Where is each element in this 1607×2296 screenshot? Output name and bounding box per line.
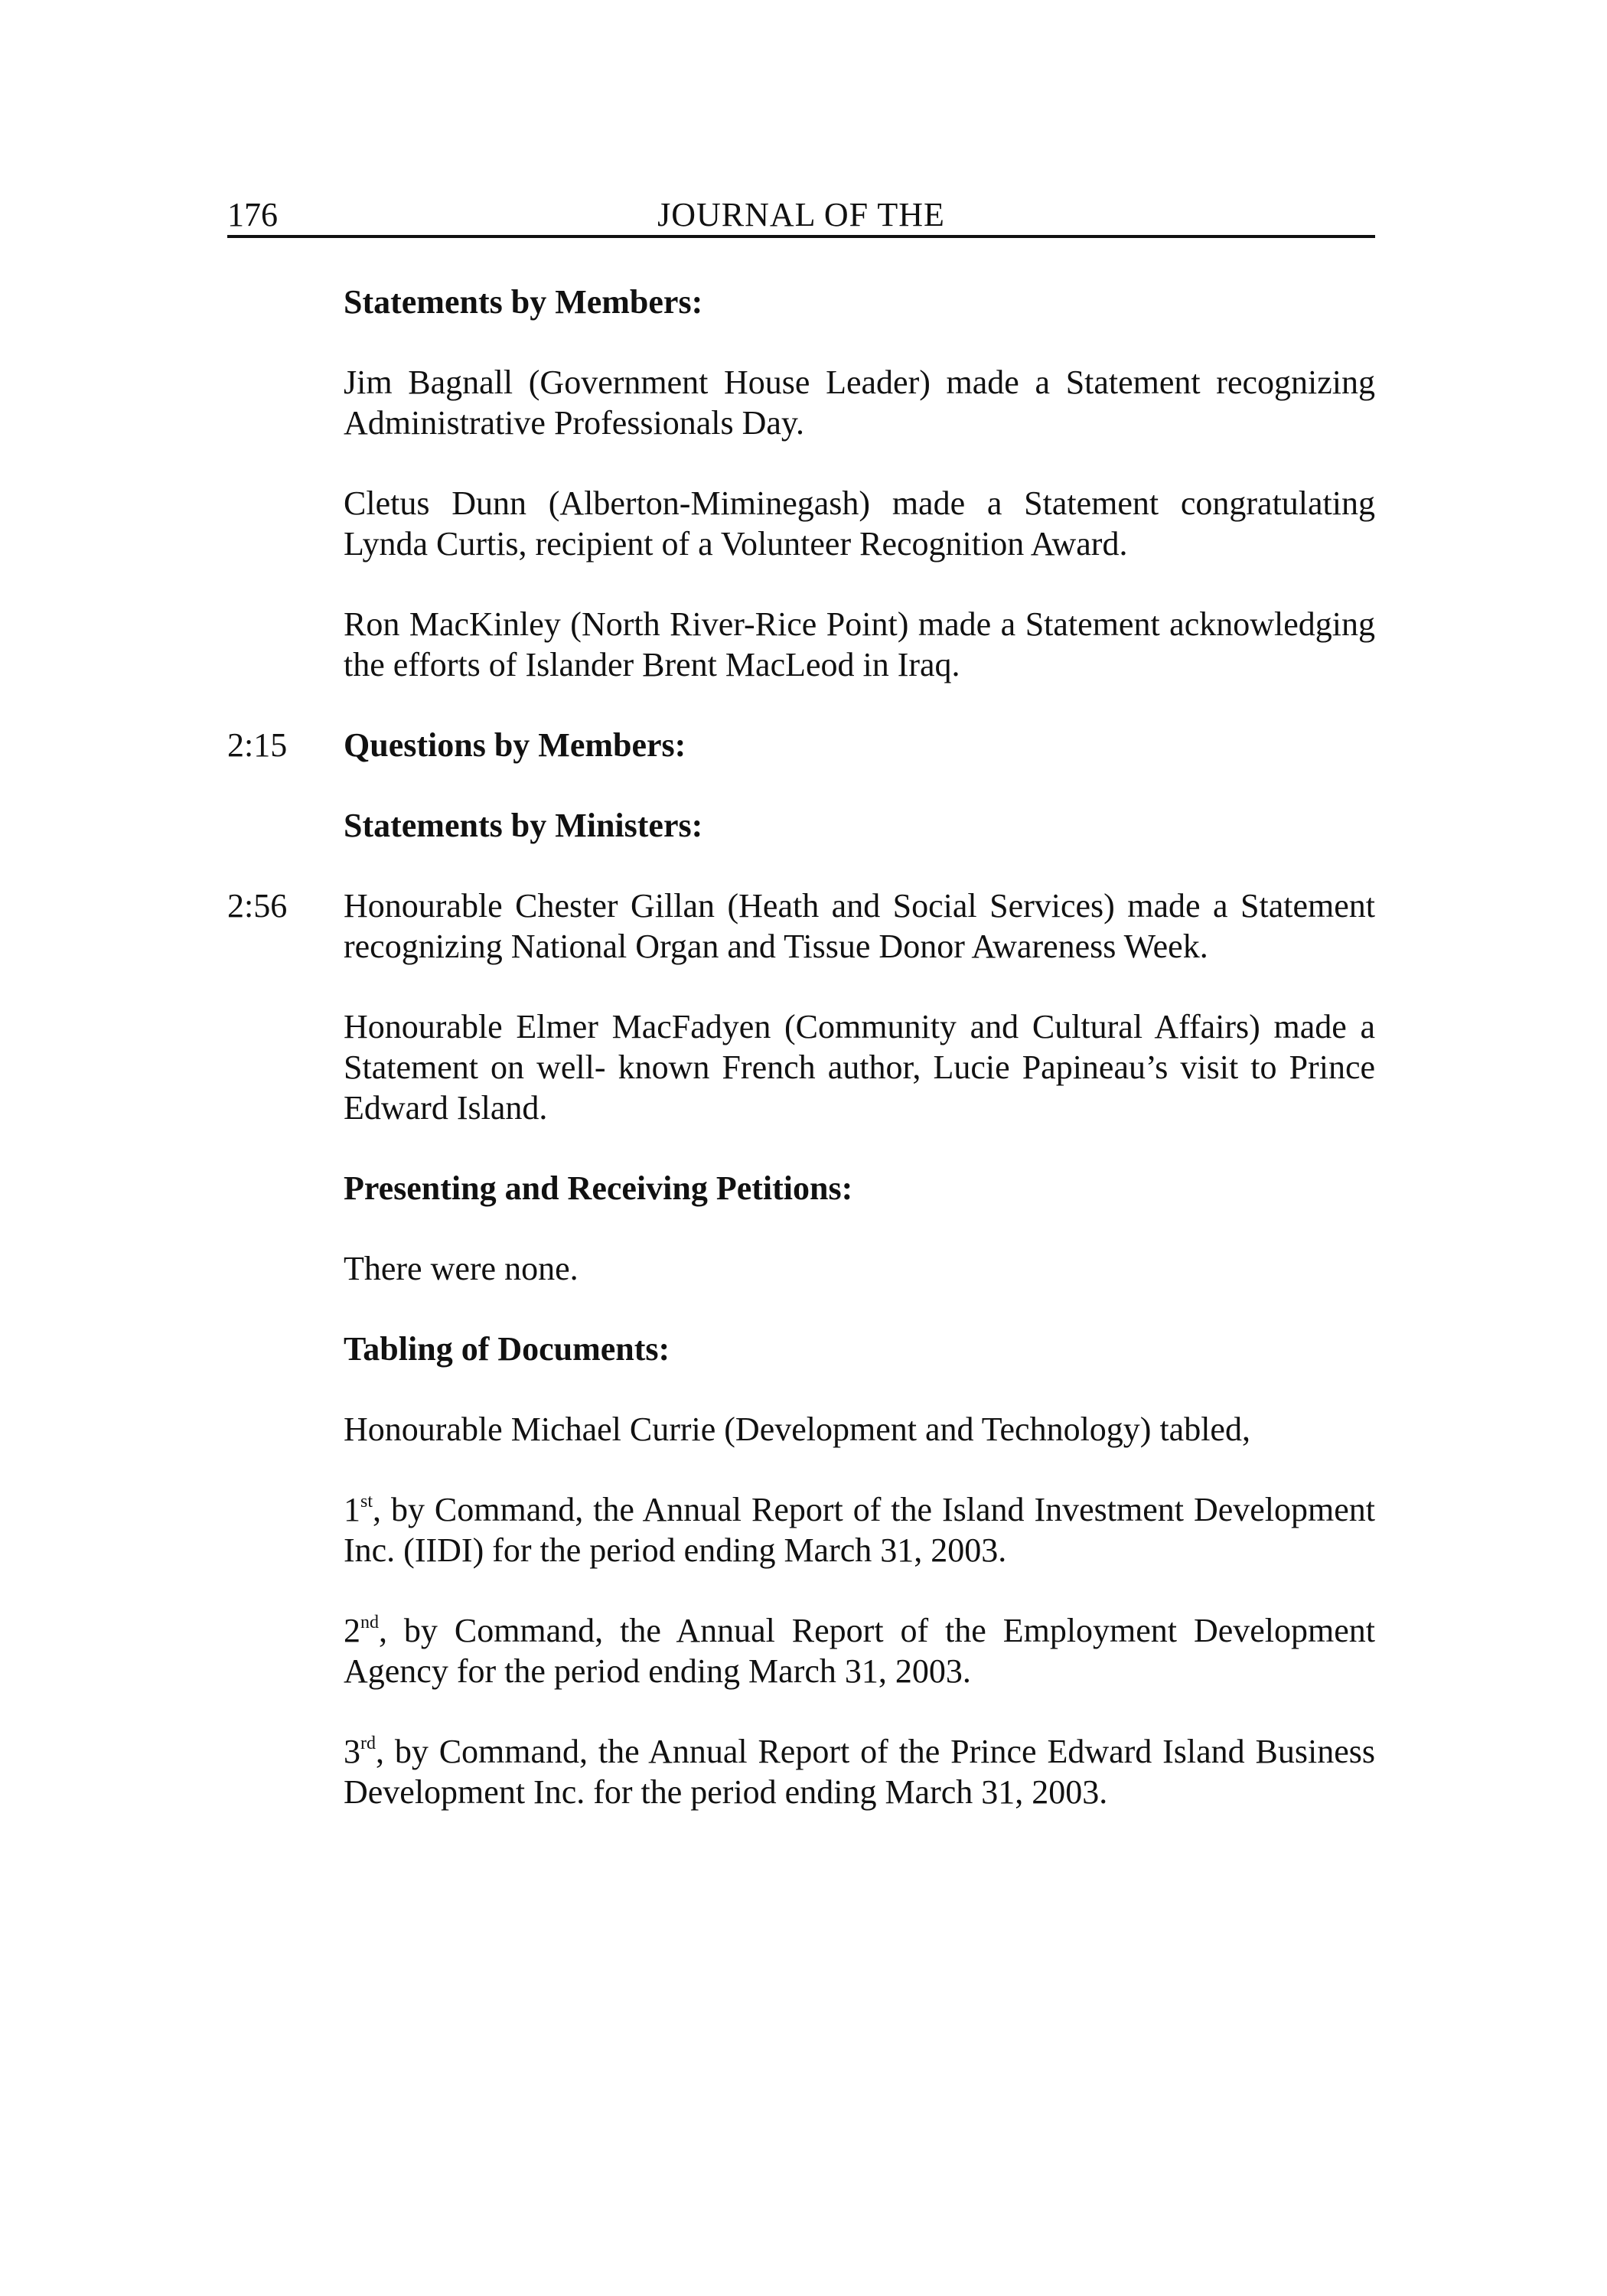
tabled-document: 1st, by Command, the Annual Report of the Island Investment Development Inc. (IIDI) for the period ending March 31, 2003. — [344, 1491, 1375, 1569]
member-statement: Jim Bagnall (Government House Leader) made a Statement recognizing Administrative Professionals Day. — [344, 364, 1375, 442]
time-stamp: 2:56 — [227, 887, 288, 925]
minister-statement: Honourable Elmer MacFadyen (Community and Cultural Affairs) made a Statement on well- known French author, Lucie Papineau’s visit to Prince Edward Island. — [344, 1008, 1375, 1127]
member-statement: Ron MacKinley (North River-Rice Point) made a Statement acknowledging the efforts of Islander Brent MacLeod in Iraq. — [344, 605, 1375, 683]
page-number: 176 — [227, 196, 278, 233]
tabled-document: 2nd, by Command, the Annual Report of the Employment Development Agency for the period ending March 31, 2003. — [344, 1612, 1375, 1690]
time-stamp: 2:15 — [227, 726, 288, 764]
running-title: JOURNAL OF THE — [657, 196, 945, 233]
section-heading-tabling: Tabling of Documents: — [344, 1330, 670, 1368]
section-heading-statements-by-ministers: Statements by Ministers: — [344, 807, 703, 844]
tabled-document: 3rd, by Command, the Annual Report of the Prince Edward Island Business Development Inc. for the period ending March 31, 2003. — [344, 1733, 1375, 1811]
tabling-intro: Honourable Michael Currie (Development and Technology) tabled, — [344, 1411, 1250, 1448]
section-heading-petitions: Presenting and Receiving Petitions: — [344, 1169, 853, 1207]
section-heading-statements-by-members: Statements by Members: — [344, 283, 703, 321]
petitions-text: There were none. — [344, 1250, 579, 1287]
minister-statement: 2:56 Honourable Chester Gillan (Heath and Social Services) made a Statement recognizing National Organ and Tissue Donor Awareness Week. — [227, 887, 1375, 965]
member-statement: Cletus Dunn (Alberton-Miminegash) made a Statement congratulating Lynda Curtis, recipient of a Volunteer Recognition Award. — [344, 484, 1375, 563]
journal-body — [227, 282, 1375, 1812]
page-header — [227, 195, 1375, 238]
section-heading-questions-by-members: 2:15 Questions by Members: — [227, 726, 686, 764]
